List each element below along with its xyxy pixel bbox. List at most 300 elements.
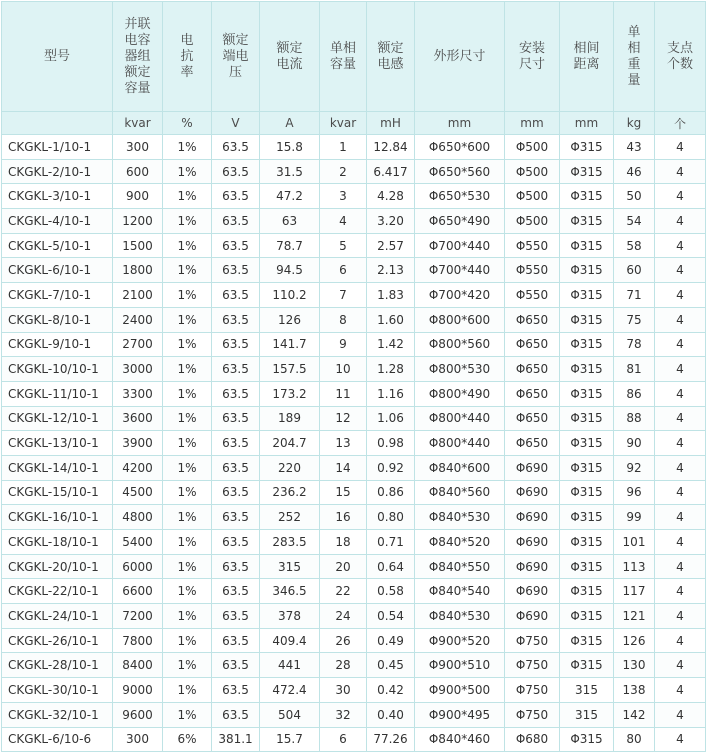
table-cell: 46 bbox=[614, 159, 655, 184]
table-cell: 4 bbox=[655, 233, 706, 258]
table-cell: 63.5 bbox=[212, 233, 260, 258]
table-row bbox=[2, 604, 706, 629]
table-cell: Φ315 bbox=[560, 530, 614, 555]
table-cell: 220 bbox=[260, 455, 320, 480]
table-cell: 8 bbox=[320, 307, 367, 332]
table-cell: 4500 bbox=[113, 480, 163, 505]
table-cell: 1% bbox=[163, 184, 212, 209]
table-cell: Φ750 bbox=[505, 678, 560, 703]
table-cell: Φ650*530 bbox=[415, 184, 505, 209]
table-cell: Φ840*520 bbox=[415, 530, 505, 555]
table-cell: 157.5 bbox=[260, 357, 320, 382]
table-cell: Φ800*560 bbox=[415, 332, 505, 357]
table-cell: Φ315 bbox=[560, 455, 614, 480]
table-cell: 4 bbox=[655, 579, 706, 604]
table-cell: 4 bbox=[655, 184, 706, 209]
table-cell: 9600 bbox=[113, 702, 163, 727]
table-cell: 13 bbox=[320, 431, 367, 456]
model-cell: CKGKL-3/10-1 bbox=[2, 184, 113, 209]
table-cell: Φ315 bbox=[560, 283, 614, 308]
table-cell: 60 bbox=[614, 258, 655, 283]
model-cell: CKGKL-18/10-1 bbox=[2, 530, 113, 555]
table-cell: 1% bbox=[163, 628, 212, 653]
table-cell: 4 bbox=[655, 653, 706, 678]
model-cell: CKGKL-1/10-1 bbox=[2, 135, 113, 160]
table-cell: 6 bbox=[320, 258, 367, 283]
table-cell: Φ750 bbox=[505, 653, 560, 678]
table-cell: 1500 bbox=[113, 233, 163, 258]
model-cell: CKGKL-20/10-1 bbox=[2, 554, 113, 579]
table-row bbox=[2, 505, 706, 530]
table-cell: 2400 bbox=[113, 307, 163, 332]
table-row bbox=[2, 530, 706, 555]
table-cell: Φ650 bbox=[505, 406, 560, 431]
table-row bbox=[2, 209, 706, 234]
table-cell: 31.5 bbox=[260, 159, 320, 184]
table-cell: 900 bbox=[113, 184, 163, 209]
table-cell: Φ800*440 bbox=[415, 406, 505, 431]
table-cell: 1.42 bbox=[367, 332, 415, 357]
table-cell: Φ315 bbox=[560, 209, 614, 234]
table-cell: 2700 bbox=[113, 332, 163, 357]
table-cell: 283.5 bbox=[260, 530, 320, 555]
table-cell: Φ680 bbox=[505, 727, 560, 752]
table-cell: 1% bbox=[163, 431, 212, 456]
table-cell: 4200 bbox=[113, 455, 163, 480]
table-cell: 4 bbox=[655, 307, 706, 332]
table-cell: 0.71 bbox=[367, 530, 415, 555]
table-cell: Φ900*510 bbox=[415, 653, 505, 678]
table-cell: 173.2 bbox=[260, 381, 320, 406]
table-cell: 22 bbox=[320, 579, 367, 604]
table-cell: 32 bbox=[320, 702, 367, 727]
table-cell: Φ550 bbox=[505, 258, 560, 283]
table-cell: 90 bbox=[614, 431, 655, 456]
header-cell: 并联 电容 器组 额定 容量 bbox=[113, 2, 163, 112]
table-cell: 4 bbox=[655, 604, 706, 629]
table-cell: Φ700*440 bbox=[415, 258, 505, 283]
table-cell: Φ840*600 bbox=[415, 455, 505, 480]
table-cell: 113 bbox=[614, 554, 655, 579]
header-cell: 额定 端电 压 bbox=[212, 2, 260, 112]
table-row bbox=[2, 480, 706, 505]
table-cell: 63.5 bbox=[212, 258, 260, 283]
table-cell: 9000 bbox=[113, 678, 163, 703]
table-cell: 0.86 bbox=[367, 480, 415, 505]
header-cell: 安装 尺寸 bbox=[505, 2, 560, 112]
table-cell: 4800 bbox=[113, 505, 163, 530]
table-cell: 1% bbox=[163, 135, 212, 160]
table-cell: Φ800*490 bbox=[415, 381, 505, 406]
table-cell: Φ315 bbox=[560, 159, 614, 184]
table-cell: Φ500 bbox=[505, 184, 560, 209]
table-cell: 63.5 bbox=[212, 653, 260, 678]
table-cell: 1 bbox=[320, 135, 367, 160]
table-cell: 63.5 bbox=[212, 554, 260, 579]
table-cell: Φ900*520 bbox=[415, 628, 505, 653]
table-cell: 75 bbox=[614, 307, 655, 332]
table-cell: Φ840*530 bbox=[415, 505, 505, 530]
table-cell: 63.5 bbox=[212, 480, 260, 505]
table-cell: 1.60 bbox=[367, 307, 415, 332]
table-cell: 1% bbox=[163, 678, 212, 703]
table-cell: 381.1 bbox=[212, 727, 260, 752]
table-cell: Φ650 bbox=[505, 431, 560, 456]
table-cell: 1% bbox=[163, 233, 212, 258]
table-cell: Φ800*440 bbox=[415, 431, 505, 456]
table-cell: 1% bbox=[163, 653, 212, 678]
table-cell: 0.98 bbox=[367, 431, 415, 456]
table-cell: Φ550 bbox=[505, 283, 560, 308]
table-cell: 9 bbox=[320, 332, 367, 357]
table-cell: 1% bbox=[163, 307, 212, 332]
table-cell: 2 bbox=[320, 159, 367, 184]
table-cell: Φ690 bbox=[505, 505, 560, 530]
model-cell: CKGKL-14/10-1 bbox=[2, 455, 113, 480]
table-cell: Φ840*550 bbox=[415, 554, 505, 579]
table-cell: Φ315 bbox=[560, 480, 614, 505]
table-cell: Φ840*460 bbox=[415, 727, 505, 752]
table-cell: 1% bbox=[163, 381, 212, 406]
table-cell: Φ315 bbox=[560, 505, 614, 530]
table-cell: 8400 bbox=[113, 653, 163, 678]
header-cell: 外形尺寸 bbox=[415, 2, 505, 112]
table-cell: 4 bbox=[655, 209, 706, 234]
unit-cell: 个 bbox=[655, 112, 706, 135]
table-cell: 77.26 bbox=[367, 727, 415, 752]
table-cell: 63.5 bbox=[212, 184, 260, 209]
table-cell: 3 bbox=[320, 184, 367, 209]
table-cell: 4 bbox=[655, 431, 706, 456]
table-cell: 1% bbox=[163, 159, 212, 184]
table-cell: 6.417 bbox=[367, 159, 415, 184]
table-cell: 142 bbox=[614, 702, 655, 727]
table-cell: 1% bbox=[163, 283, 212, 308]
table-cell: 472.4 bbox=[260, 678, 320, 703]
table-cell: 1% bbox=[163, 702, 212, 727]
table-row bbox=[2, 184, 706, 209]
model-cell: CKGKL-15/10-1 bbox=[2, 480, 113, 505]
table-cell: 63.5 bbox=[212, 135, 260, 160]
table-cell: 600 bbox=[113, 159, 163, 184]
table-cell: Φ315 bbox=[560, 554, 614, 579]
table-cell: 4 bbox=[655, 702, 706, 727]
table-cell: 14 bbox=[320, 455, 367, 480]
header-cell: 支点 个数 bbox=[655, 2, 706, 112]
table-cell: Φ700*440 bbox=[415, 233, 505, 258]
table-cell: 7800 bbox=[113, 628, 163, 653]
table-row bbox=[2, 702, 706, 727]
table-cell: 63.5 bbox=[212, 209, 260, 234]
table-cell: Φ550 bbox=[505, 233, 560, 258]
table-cell: 15 bbox=[320, 480, 367, 505]
table-cell: 4.28 bbox=[367, 184, 415, 209]
table-cell: 63.5 bbox=[212, 678, 260, 703]
table-cell: 117 bbox=[614, 579, 655, 604]
table-cell: 63.5 bbox=[212, 628, 260, 653]
table-cell: 4 bbox=[655, 406, 706, 431]
model-cell: CKGKL-28/10-1 bbox=[2, 653, 113, 678]
table-cell: 300 bbox=[113, 727, 163, 752]
unit-cell: kvar bbox=[320, 112, 367, 135]
model-cell: CKGKL-16/10-1 bbox=[2, 505, 113, 530]
table-cell: 63.5 bbox=[212, 357, 260, 382]
table-row bbox=[2, 678, 706, 703]
table-cell: Φ750 bbox=[505, 628, 560, 653]
table-cell: 24 bbox=[320, 604, 367, 629]
table-cell: 0.92 bbox=[367, 455, 415, 480]
model-cell: CKGKL-9/10-1 bbox=[2, 332, 113, 357]
spec-table bbox=[1, 1, 706, 752]
table-cell: 1.83 bbox=[367, 283, 415, 308]
unit-cell bbox=[2, 112, 113, 135]
unit-cell: mm bbox=[560, 112, 614, 135]
table-cell: 0.49 bbox=[367, 628, 415, 653]
table-cell: Φ315 bbox=[560, 307, 614, 332]
table-cell: 130 bbox=[614, 653, 655, 678]
table-cell: 16 bbox=[320, 505, 367, 530]
model-cell: CKGKL-13/10-1 bbox=[2, 431, 113, 456]
table-cell: 0.80 bbox=[367, 505, 415, 530]
table-cell: 189 bbox=[260, 406, 320, 431]
table-cell: 4 bbox=[655, 480, 706, 505]
table-cell: Φ315 bbox=[560, 332, 614, 357]
table-cell: 6000 bbox=[113, 554, 163, 579]
table-cell: Φ315 bbox=[560, 579, 614, 604]
table-cell: Φ650*600 bbox=[415, 135, 505, 160]
table-cell: 1% bbox=[163, 455, 212, 480]
table-cell: Φ800*530 bbox=[415, 357, 505, 382]
model-cell: CKGKL-5/10-1 bbox=[2, 233, 113, 258]
table-cell: 4 bbox=[655, 135, 706, 160]
table-cell: 6 bbox=[320, 727, 367, 752]
header-cell: 单相 容量 bbox=[320, 2, 367, 112]
table-cell: 4 bbox=[655, 678, 706, 703]
table-cell: 63.5 bbox=[212, 406, 260, 431]
table-cell: 63.5 bbox=[212, 283, 260, 308]
table-cell: Φ690 bbox=[505, 554, 560, 579]
table-cell: 4 bbox=[320, 209, 367, 234]
table-cell: Φ500 bbox=[505, 159, 560, 184]
table-cell: 12.84 bbox=[367, 135, 415, 160]
table-cell: Φ650 bbox=[505, 357, 560, 382]
table-row bbox=[2, 628, 706, 653]
table-cell: 11 bbox=[320, 381, 367, 406]
unit-cell: A bbox=[260, 112, 320, 135]
table-row bbox=[2, 554, 706, 579]
table-cell: 10 bbox=[320, 357, 367, 382]
table-cell: 1% bbox=[163, 480, 212, 505]
table-cell: 12 bbox=[320, 406, 367, 431]
model-cell: CKGKL-10/10-1 bbox=[2, 357, 113, 382]
table-cell: 7200 bbox=[113, 604, 163, 629]
table-cell: 4 bbox=[655, 628, 706, 653]
table-cell: Φ840*560 bbox=[415, 480, 505, 505]
table-cell: Φ700*420 bbox=[415, 283, 505, 308]
table-cell: 1% bbox=[163, 604, 212, 629]
table-cell: 4 bbox=[655, 159, 706, 184]
table-cell: 1.06 bbox=[367, 406, 415, 431]
table-cell: 141.7 bbox=[260, 332, 320, 357]
table-cell: 3000 bbox=[113, 357, 163, 382]
table-cell: 63.5 bbox=[212, 431, 260, 456]
table-cell: 409.4 bbox=[260, 628, 320, 653]
table-cell: Φ650 bbox=[505, 332, 560, 357]
table-row bbox=[2, 431, 706, 456]
table-cell: Φ900*500 bbox=[415, 678, 505, 703]
table-cell: 101 bbox=[614, 530, 655, 555]
table-body bbox=[2, 135, 706, 752]
table-row bbox=[2, 579, 706, 604]
table-cell: 50 bbox=[614, 184, 655, 209]
table-cell: Φ315 bbox=[560, 258, 614, 283]
table-cell: 441 bbox=[260, 653, 320, 678]
model-cell: CKGKL-22/10-1 bbox=[2, 579, 113, 604]
table-row bbox=[2, 159, 706, 184]
unit-cell: V bbox=[212, 112, 260, 135]
unit-cell: mm bbox=[415, 112, 505, 135]
table-cell: Φ315 bbox=[560, 357, 614, 382]
table-cell: 63.5 bbox=[212, 307, 260, 332]
table-cell: Φ900*495 bbox=[415, 702, 505, 727]
table-cell: 1% bbox=[163, 209, 212, 234]
table-cell: 378 bbox=[260, 604, 320, 629]
table-cell: 86 bbox=[614, 381, 655, 406]
table-cell: 0.64 bbox=[367, 554, 415, 579]
table-cell: 63.5 bbox=[212, 530, 260, 555]
table-cell: 0.42 bbox=[367, 678, 415, 703]
table-cell: Φ840*540 bbox=[415, 579, 505, 604]
table-cell: 47.2 bbox=[260, 184, 320, 209]
table-cell: 126 bbox=[614, 628, 655, 653]
table-row bbox=[2, 332, 706, 357]
header-row bbox=[2, 2, 706, 112]
table-cell: 204.7 bbox=[260, 431, 320, 456]
table-cell: Φ315 bbox=[560, 184, 614, 209]
table-cell: Φ315 bbox=[560, 628, 614, 653]
table-cell: 315 bbox=[560, 678, 614, 703]
table-cell: 30 bbox=[320, 678, 367, 703]
table-cell: Φ690 bbox=[505, 604, 560, 629]
model-cell: CKGKL-6/10-1 bbox=[2, 258, 113, 283]
header-cell: 型号 bbox=[2, 2, 113, 112]
model-cell: CKGKL-30/10-1 bbox=[2, 678, 113, 703]
table-cell: 4 bbox=[655, 332, 706, 357]
model-cell: CKGKL-32/10-1 bbox=[2, 702, 113, 727]
table-cell: 121 bbox=[614, 604, 655, 629]
table-cell: Φ315 bbox=[560, 604, 614, 629]
table-cell: 78 bbox=[614, 332, 655, 357]
table-cell: 4 bbox=[655, 283, 706, 308]
model-cell: CKGKL-2/10-1 bbox=[2, 159, 113, 184]
model-cell: CKGKL-4/10-1 bbox=[2, 209, 113, 234]
header-cell: 相间 距离 bbox=[560, 2, 614, 112]
unit-cell: % bbox=[163, 112, 212, 135]
table-cell: 1.28 bbox=[367, 357, 415, 382]
table-cell: Φ500 bbox=[505, 209, 560, 234]
table-cell: 110.2 bbox=[260, 283, 320, 308]
units-row bbox=[2, 112, 706, 135]
table-cell: 3.20 bbox=[367, 209, 415, 234]
unit-cell: kg bbox=[614, 112, 655, 135]
table-cell: 78.7 bbox=[260, 233, 320, 258]
table-cell: 300 bbox=[113, 135, 163, 160]
table-cell: 1800 bbox=[113, 258, 163, 283]
table-cell: 63.5 bbox=[212, 159, 260, 184]
table-cell: 63 bbox=[260, 209, 320, 234]
table-row bbox=[2, 653, 706, 678]
table-cell: Φ840*530 bbox=[415, 604, 505, 629]
table-cell: 0.58 bbox=[367, 579, 415, 604]
table-cell: 43 bbox=[614, 135, 655, 160]
table-cell: 236.2 bbox=[260, 480, 320, 505]
table-cell: 18 bbox=[320, 530, 367, 555]
model-cell: CKGKL-6/10-6 bbox=[2, 727, 113, 752]
table-cell: 2.13 bbox=[367, 258, 415, 283]
table-cell: Φ690 bbox=[505, 579, 560, 604]
header-cell: 单 相 重 量 bbox=[614, 2, 655, 112]
table-cell: 3300 bbox=[113, 381, 163, 406]
table-cell: 1% bbox=[163, 530, 212, 555]
table-cell: 99 bbox=[614, 505, 655, 530]
table-cell: 1% bbox=[163, 579, 212, 604]
table-cell: 6% bbox=[163, 727, 212, 752]
table-cell: 63.5 bbox=[212, 332, 260, 357]
table-cell: 26 bbox=[320, 628, 367, 653]
header-cell: 额定 电流 bbox=[260, 2, 320, 112]
header-cell: 额定 电感 bbox=[367, 2, 415, 112]
table-cell: 252 bbox=[260, 505, 320, 530]
table-cell: 5 bbox=[320, 233, 367, 258]
table-cell: Φ315 bbox=[560, 381, 614, 406]
table-cell: 504 bbox=[260, 702, 320, 727]
table-cell: Φ800*600 bbox=[415, 307, 505, 332]
table-row bbox=[2, 381, 706, 406]
table-cell: 1% bbox=[163, 357, 212, 382]
table-cell: Φ500 bbox=[505, 135, 560, 160]
table-row bbox=[2, 406, 706, 431]
table-cell: 3600 bbox=[113, 406, 163, 431]
table-cell: 138 bbox=[614, 678, 655, 703]
table-cell: 58 bbox=[614, 233, 655, 258]
table-cell: Φ690 bbox=[505, 530, 560, 555]
table-row bbox=[2, 357, 706, 382]
table-cell: 63.5 bbox=[212, 702, 260, 727]
table-cell: 6600 bbox=[113, 579, 163, 604]
model-cell: CKGKL-26/10-1 bbox=[2, 628, 113, 653]
table-cell: 1% bbox=[163, 406, 212, 431]
model-cell: CKGKL-11/10-1 bbox=[2, 381, 113, 406]
table-cell: 346.5 bbox=[260, 579, 320, 604]
table-cell: 4 bbox=[655, 381, 706, 406]
unit-cell: mH bbox=[367, 112, 415, 135]
table-cell: 88 bbox=[614, 406, 655, 431]
table-cell: 63.5 bbox=[212, 505, 260, 530]
table-cell: 4 bbox=[655, 530, 706, 555]
table-cell: Φ315 bbox=[560, 135, 614, 160]
unit-cell: kvar bbox=[113, 112, 163, 135]
table-cell: 0.45 bbox=[367, 653, 415, 678]
table-cell: 1% bbox=[163, 554, 212, 579]
table-cell: 63.5 bbox=[212, 579, 260, 604]
table-cell: 4 bbox=[655, 258, 706, 283]
model-cell: CKGKL-12/10-1 bbox=[2, 406, 113, 431]
table-cell: 0.40 bbox=[367, 702, 415, 727]
table-cell: 2100 bbox=[113, 283, 163, 308]
table-row bbox=[2, 727, 706, 752]
table-cell: 28 bbox=[320, 653, 367, 678]
table-cell: Φ315 bbox=[560, 727, 614, 752]
